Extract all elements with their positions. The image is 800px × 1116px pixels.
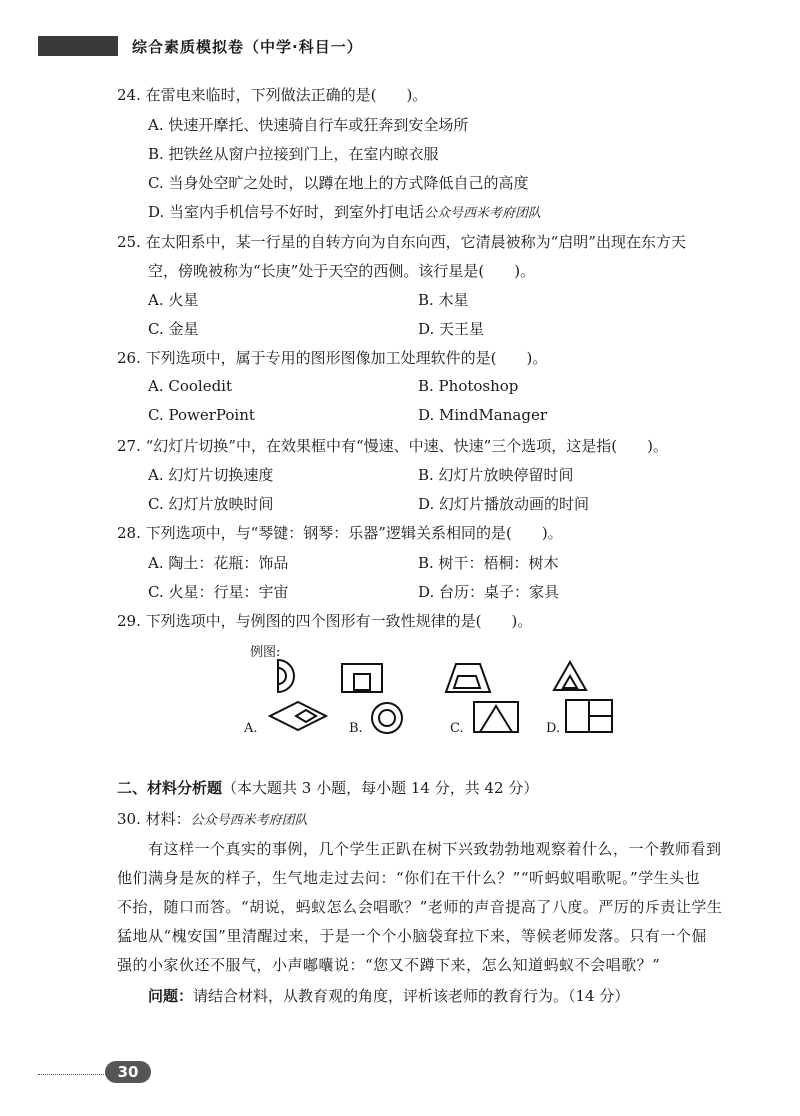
- q24-stem: 24. 在雷电来临时，下列做法正确的是( )。: [117, 86, 428, 104]
- q25-option-b: B. 木星: [418, 291, 469, 309]
- q30-paragraph-line2: 他们满身是灰的样子，生气地走过去问：“你们在干什么？”“听蚂蚁唱歌呢。”学生头也: [117, 869, 701, 887]
- q25-stem-line2: 空，傍晚被称为“长庚”处于天空的西侧。该行星是( )。: [148, 262, 536, 280]
- option-figure-d: [566, 700, 612, 732]
- header-decoration-bar: [38, 36, 118, 56]
- q24-option-a: A. 快速开摩托、快速骑自行车或狂奔到安全场所: [148, 116, 469, 134]
- q26-option-a: A. Cooledit: [148, 377, 233, 395]
- q30-paragraph-line4: 猛地从“槐安国”里清醒过来，于是一个个小脑袋耷拉下来，等候老师发落。只有一个倔: [117, 927, 707, 945]
- example-figure-1: [278, 660, 294, 692]
- q27-option-a: A. 幻灯片切换速度: [148, 466, 274, 484]
- q28-option-d: D. 台历：桌子：家具: [418, 583, 560, 601]
- q26-option-b: B. Photoshop: [418, 377, 519, 395]
- q26-option-c: C. PowerPoint: [148, 406, 255, 424]
- q25-option-d: D. 天王星: [418, 320, 485, 338]
- q24-option-b: B. 把铁丝从窗户拉接到门上，在室内晾衣服: [148, 145, 439, 163]
- q27-stem: 27. “幻灯片切换”中，在效果框中有“慢速、中速、快速”三个选项，这是指( )。: [117, 437, 669, 455]
- q30-question: [148, 985, 629, 1006]
- q26-option-d: D. MindManager: [418, 406, 548, 424]
- q28-stem: 28. 下列选项中，与“琴键：钢琴：乐器”逻辑关系相同的是( )。: [117, 524, 563, 542]
- q28-option-a: A. 陶土：花瓶：饰品: [148, 554, 289, 572]
- header-title: 综合素质模拟卷（中学·科目一）: [132, 38, 363, 56]
- q30-question-label: 问题：: [148, 987, 194, 1005]
- q30-label-text: 30. 材料：: [117, 810, 191, 828]
- q30-paragraph-line5: 强的小家伙还不服气，小声嘟囔说：“您又不蹲下来，怎么知道蚂蚁不会唱歌？”: [117, 956, 661, 974]
- q27-option-d: D. 幻灯片播放动画的时间: [418, 495, 590, 513]
- q30-paragraph-line1: 有这样一个真实的事例，几个学生正趴在树下兴致勃勃地观察着什么，一个教师看到: [148, 840, 722, 858]
- q25-option-a: A. 火星: [148, 291, 199, 309]
- section-title: [117, 777, 538, 798]
- q29-stem: 29. 下列选项中，与例图的四个图形有一致性规律的是( )。: [117, 612, 533, 630]
- q24-option-c: C. 当身处空旷之处时，以蹲在地上的方式降低自己的高度: [148, 174, 529, 192]
- example-figure-2: [342, 664, 382, 692]
- q24-option-d-text: D. 当室内手机信号不好时，到室外打电话: [148, 203, 425, 221]
- section-note: （本大题共 3 小题，每小题 14 分，共 42 分）: [222, 779, 539, 797]
- option-figure-a: [270, 702, 326, 730]
- option-c-label: C.: [450, 721, 464, 736]
- q30-label: [117, 808, 308, 829]
- q30-paragraph-line3: 不抬，随口而答。“胡说，蚂蚁怎么会唱歌？”老师的声音提高了八度。严厉的斥责让学生: [117, 898, 723, 916]
- option-b-label: B.: [349, 721, 363, 736]
- watermark-text: 公众号西米考府团队: [190, 813, 308, 828]
- q30-question-text: 请结合材料，从教育观的角度，评析该老师的教育行为。（14 分）: [193, 987, 630, 1005]
- example-figures: [270, 656, 610, 696]
- watermark-text: 公众号西米考府团队: [424, 206, 542, 221]
- example-figure-3: [446, 664, 490, 692]
- section-title-text: 二、材料分析题: [117, 779, 223, 797]
- q24-option-d: [148, 201, 541, 222]
- example-figure-label: 例图:: [250, 645, 281, 660]
- option-figures: [260, 700, 620, 740]
- q28-option-b: B. 树干：梧桐：树木: [418, 554, 559, 572]
- page-number: 30: [105, 1061, 151, 1083]
- q26-stem: 26. 下列选项中，属于专用的图形图像加工处理软件的是( )。: [117, 349, 548, 367]
- option-a-label: A.: [244, 721, 258, 736]
- option-figure-b: [372, 703, 402, 733]
- q27-option-b: B. 幻灯片放映停留时间: [418, 466, 574, 484]
- option-d-label: D.: [546, 721, 561, 736]
- q28-option-c: C. 火星：行星：宇宙: [148, 583, 289, 601]
- example-figure-4: [554, 662, 586, 690]
- option-figure-c: [474, 702, 518, 732]
- q25-option-c: C. 金星: [148, 320, 199, 338]
- q27-option-c: C. 幻灯片放映时间: [148, 495, 274, 513]
- q25-stem-line1: 25. 在太阳系中，某一行星的自转方向为自东向西，它清晨被称为“启明”出现在东方天: [117, 233, 686, 251]
